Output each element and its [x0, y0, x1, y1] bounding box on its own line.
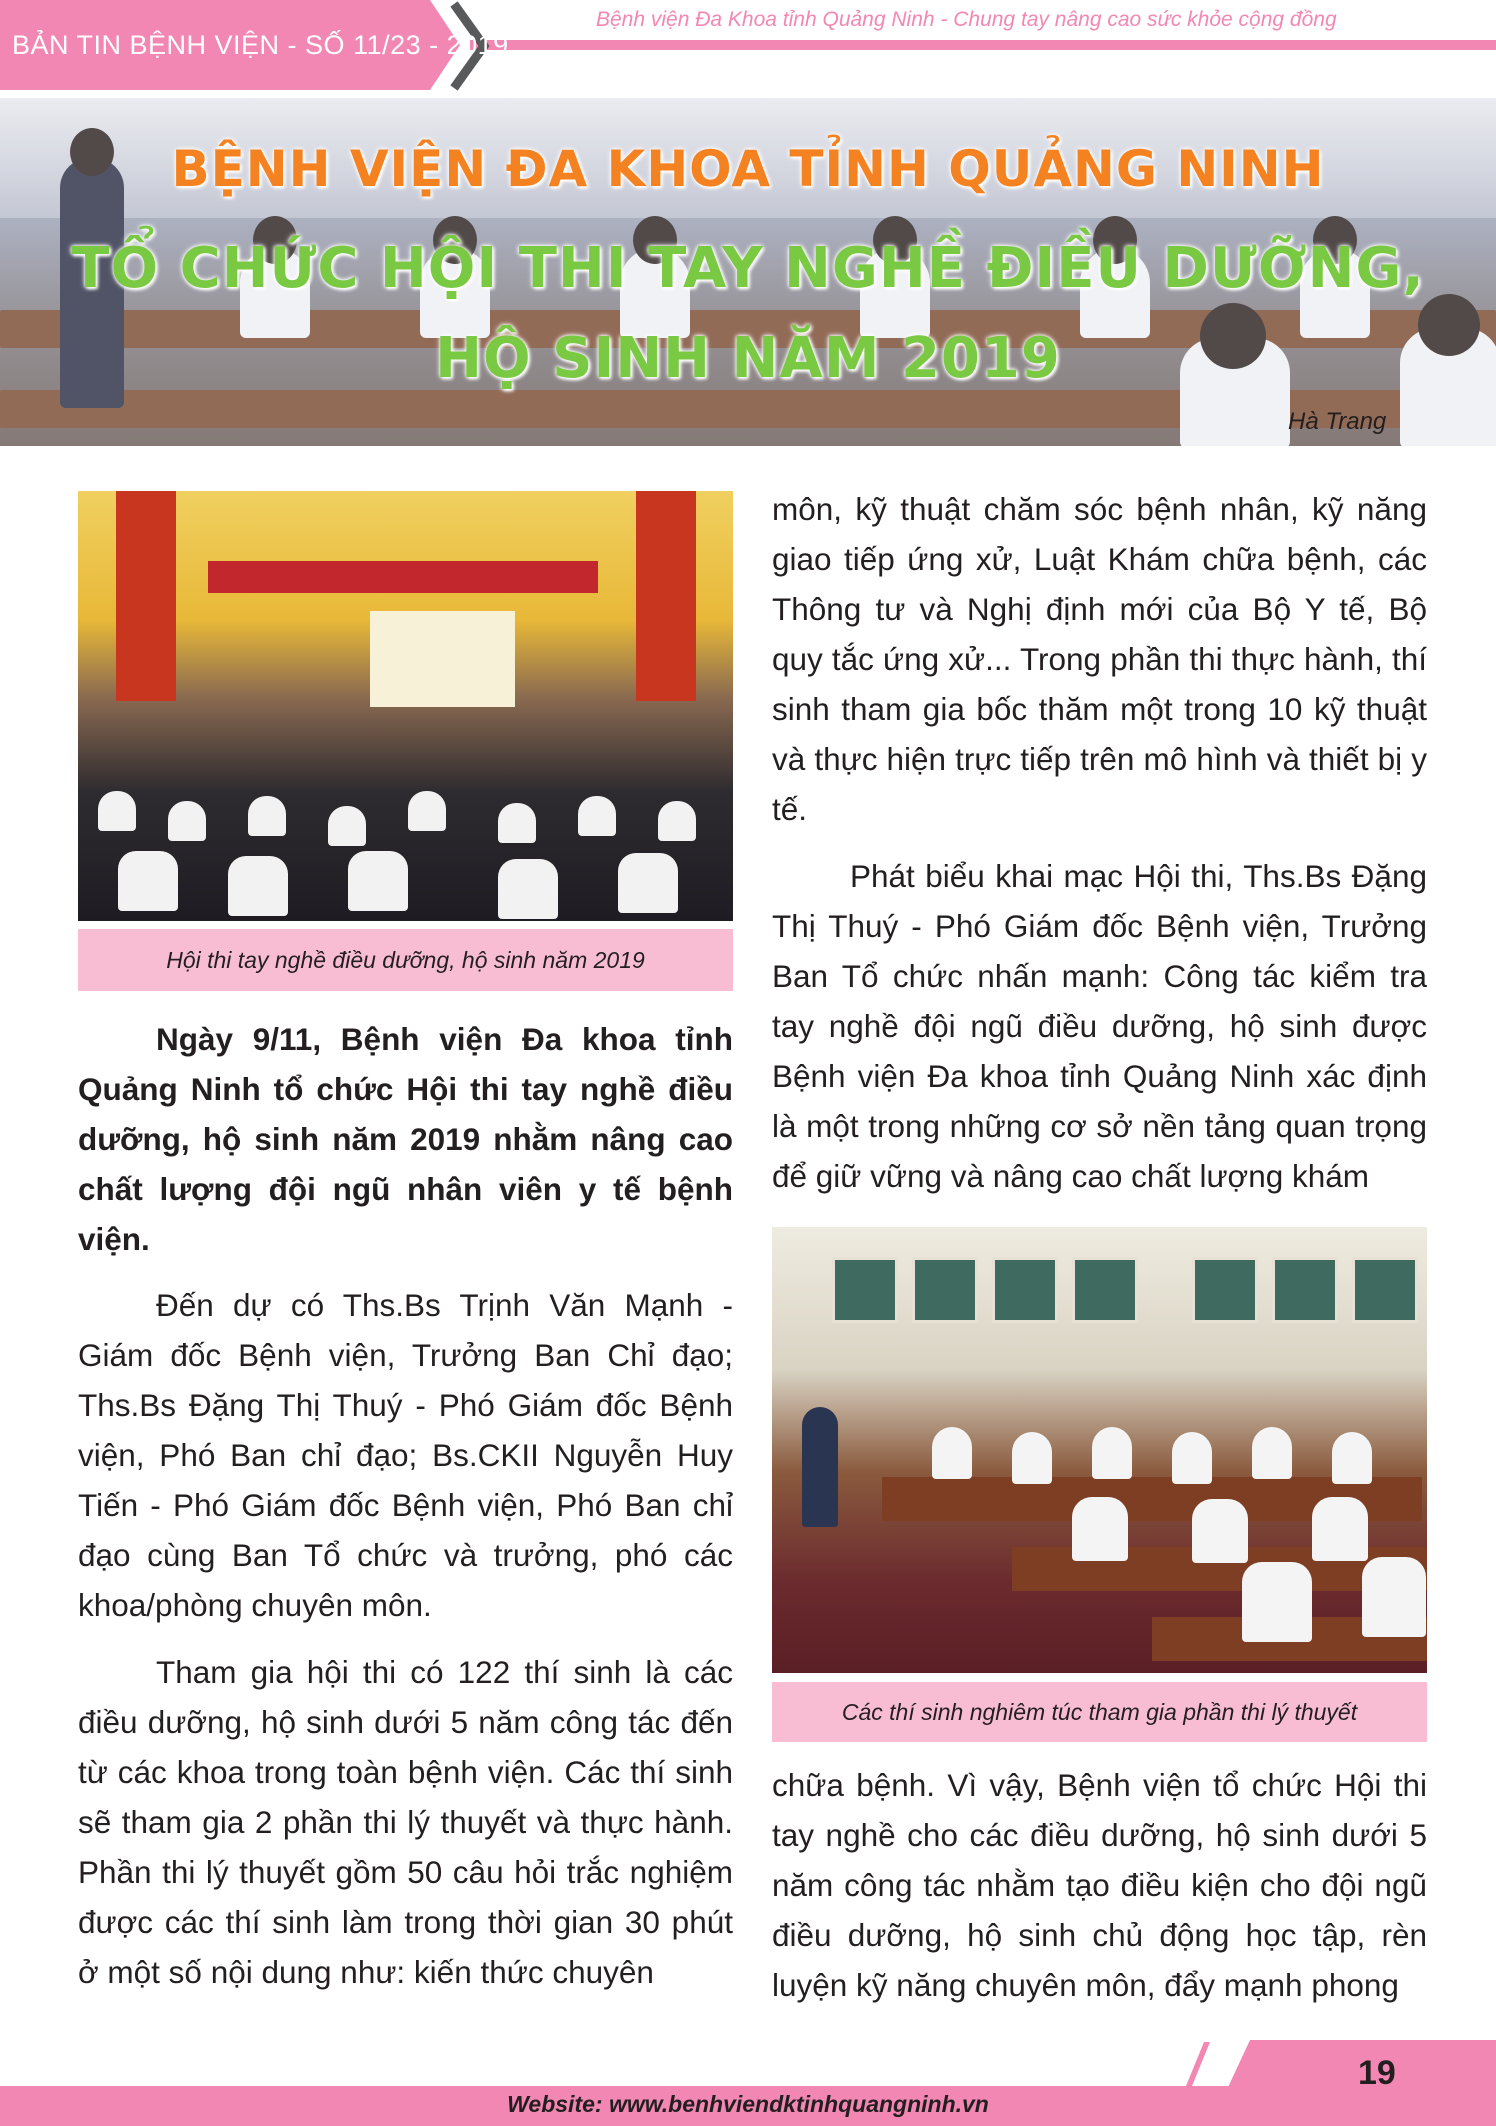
article-title-line-1: BỆNH VIỆN ĐA KHOA TỈNH QUẢNG NINH — [171, 140, 1325, 198]
header-slogan: Bệnh viện Đa Khoa tỉnh Quảng Ninh - Chung tay nâng cao sức khỏe cộng đồng — [596, 8, 1337, 31]
photo2-caption: Các thí sinh nghiêm túc tham gia phần thi lý thuyết — [772, 1682, 1427, 1742]
footer-accent-stripe — [1186, 2042, 1210, 2086]
lead-text: Ngày 9/11, Bệnh viện Đa khoa tỉnh Quảng Ninh tổ chức Hội thi tay nghề điều dưỡng, hộ sinh năm 2019 nhằm nâng cao chất lượng đội ngũ nhân viên y tế bệnh viện. — [78, 1021, 733, 1257]
article-title-line-3: HỘ SINH NĂM 2019 — [435, 326, 1061, 391]
opening-paragraph-continued — [772, 1760, 1427, 2010]
participants-paragraph — [78, 1647, 733, 1997]
photo-theory-exam — [772, 1227, 1427, 1673]
attendees-text: Đến dự có Ths.Bs Trịnh Văn Mạnh - Giám đốc Bệnh viện, Trưởng Ban Chỉ đạo; Ths.Bs Đặng Thị Thuý - Phó Giám đốc Bệnh viện, Phó Ban chỉ đạo; Bs.CKII Nguyễn Huy Tiến - Phó Giám đốc Bệnh viện, Phó Ban chỉ đạo cùng Ban Tổ chức và trưởng, phó các khoa/phòng chuyên môn. — [78, 1287, 733, 1623]
opening-paragraph — [772, 851, 1427, 1201]
article-author: Hà Trang — [1288, 408, 1387, 435]
participants-paragraph-continued — [772, 484, 1427, 834]
issue-label: BẢN TIN BỆNH VIỆN - SỐ 11/23 - 2019 — [12, 30, 509, 60]
opening-text-continued: chữa bệnh. Vì vậy, Bệnh viện tổ chức Hội thi tay nghề cho các điều dưỡng, hộ sinh dưới 5 năm công tác nhằm tạo điều kiện cho đội ngũ điều dưỡng, hộ sinh chủ động học tập, rèn luyện kỹ năng chuyên môn, đẩy mạnh phong — [772, 1767, 1427, 2003]
attendees-paragraph — [78, 1280, 733, 1630]
photo-contest-hall — [78, 491, 733, 921]
participants-text: Tham gia hội thi có 122 thí sinh là các điều dưỡng, hộ sinh dưới 5 năm công tác đến từ các khoa trong toàn bệnh viện. Các thí sinh sẽ tham gia 2 phần thi lý thuyết và thực hành. Phần thi lý thuyết gồm 50 câu hỏi trắc nghiệm được các thí sinh làm trong thời gian 30 phút ở một số nội dung như: kiến thức chuyên — [78, 1654, 733, 1990]
opening-text: Phát biểu khai mạc Hội thi, Ths.Bs Đặng Thị Thuý - Phó Giám đốc Bệnh viện, Trưởng Ban Tổ chức nhấn mạnh: Công tác kiểm tra tay nghề đội ngũ điều dưỡng, hộ sinh được Bệnh viện Đa khoa tỉnh Quảng Ninh xác định là một trong những cơ sở nền tảng quan trọng để giữ vững và nâng cao chất lượng khám — [772, 858, 1427, 1194]
participants-text-continued: môn, kỹ thuật chăm sóc bệnh nhân, kỹ năng giao tiếp ứng xử, Luật Khám chữa bệnh, các Thông tư và Nghị định mới của Bộ Y tế, Bộ quy tắc ứng xử... Trong phần thi thực hành, thí sinh tham gia bốc thăm một trong 10 kỹ thuật và thực hiện trực tiếp trên mô hình và thiết bị y tế. — [772, 491, 1427, 827]
page-number: 19 — [1358, 2054, 1396, 2092]
lead-paragraph — [78, 1014, 733, 1264]
header-accent-line — [470, 40, 1496, 50]
article-title-line-2: TỔ CHỨC HỘI THI TAY NGHỀ ĐIỀU DƯỠNG, — [71, 236, 1425, 301]
footer-website-link[interactable]: Website: www.benhviendktinhquangninh.vn — [507, 2091, 989, 2117]
photo1-caption: Hội thi tay nghề điều dưỡng, hộ sinh năm 2019 — [78, 929, 733, 991]
